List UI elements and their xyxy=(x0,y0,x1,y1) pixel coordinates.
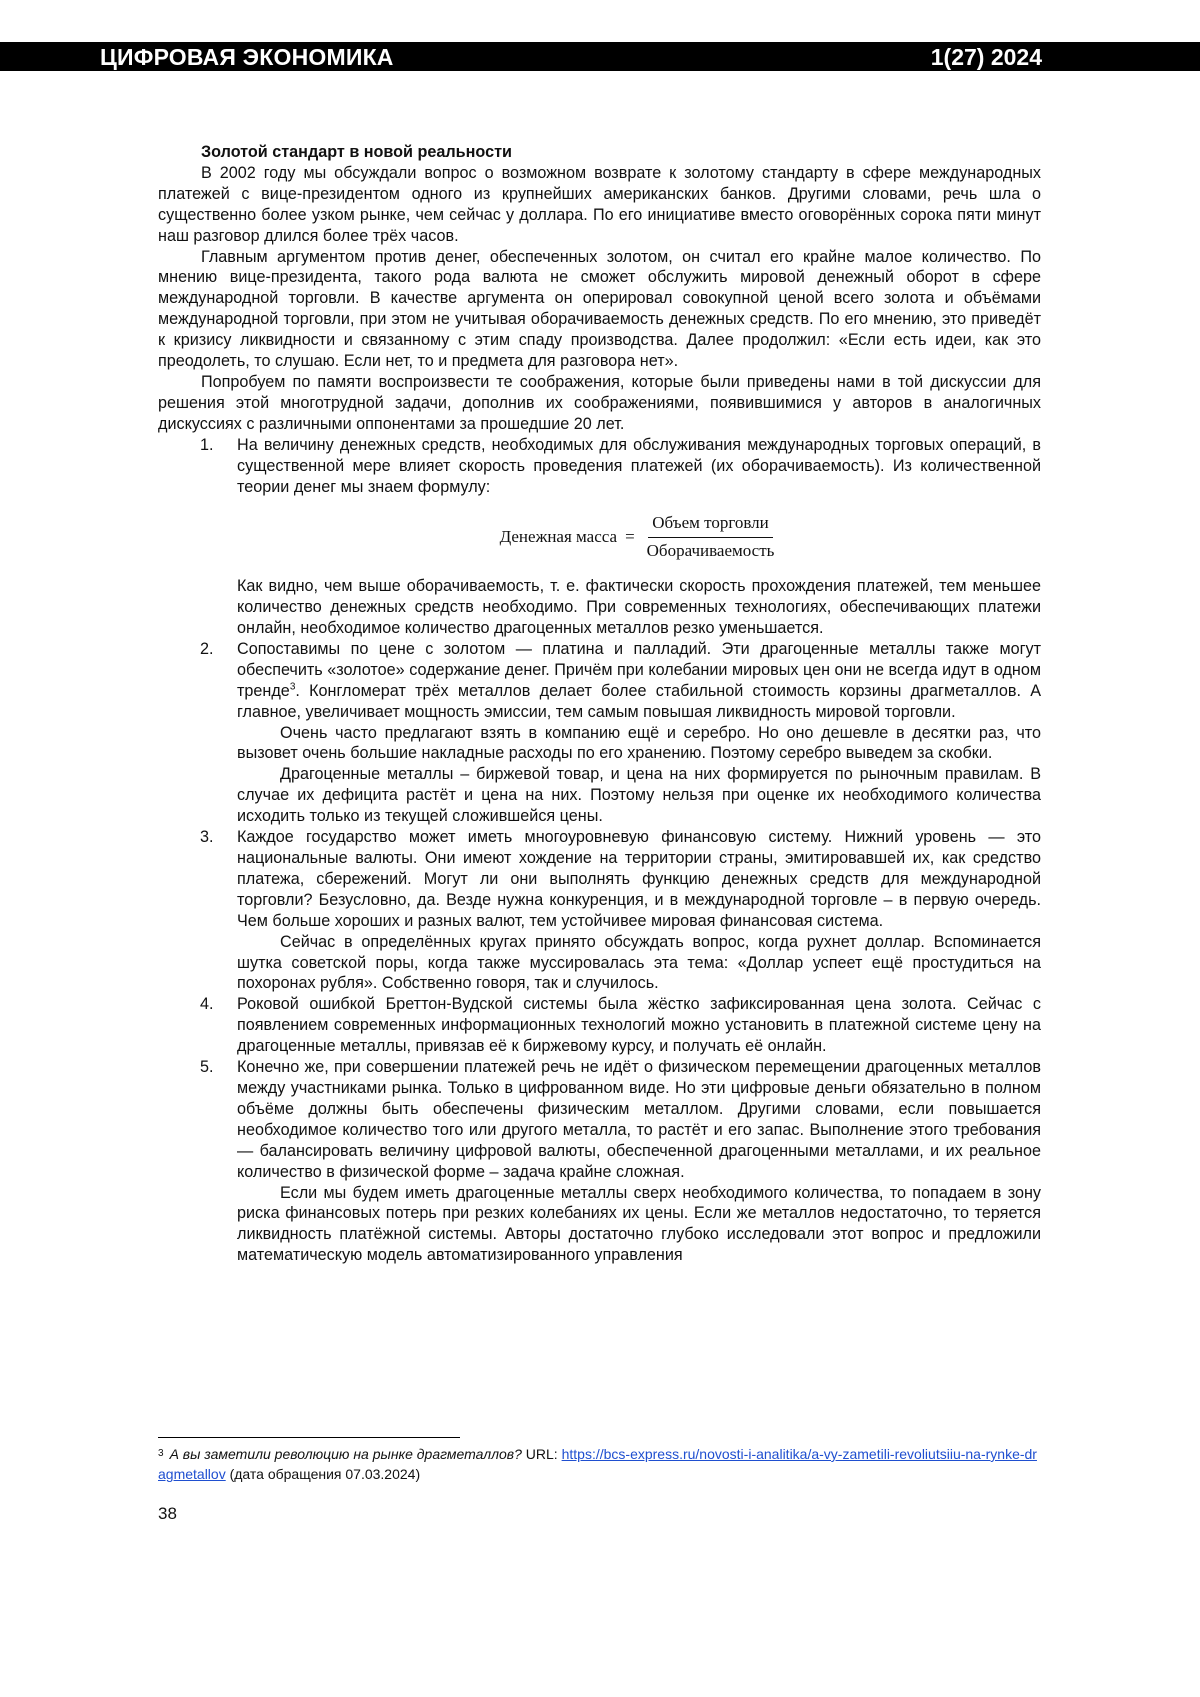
list-item xyxy=(158,639,1041,827)
money-supply-formula xyxy=(237,513,1041,562)
list-number: 5. xyxy=(200,1057,214,1078)
section-title: Золотой стандарт в новой реальности xyxy=(158,142,1041,163)
footnote xyxy=(158,1444,1043,1484)
footnote-accessed: (дата обращения 07.03.2024) xyxy=(230,1466,421,1482)
paragraph: Попробуем по памяти воспроизвести те соображения, которые были приведены нами в той дискуссии для решения этой многотрудной задачи, дополнив их соображениями, появившимися у авторов в аналогичных дискуссиях с различными оппонентами за прошедшие 20 лет. xyxy=(158,372,1041,435)
text-run: Сопоставимы по цене с золотом — платина и палладий. Эти драгоценные металлы также могут обеспечить «золотое» содержание денег. Причём при колебании мировых цен они не всегда идут в одном тренде xyxy=(237,640,1041,700)
footnote-title: А вы заметили революцию на рынке драгметаллов? xyxy=(170,1446,522,1462)
footnote-number: 3 xyxy=(158,1448,164,1459)
list-paragraph: Драгоценные металлы – биржевой товар, и цена на них формируется по рыночным правилам. В случае их дефицита растёт и цена на них. Поэтому нельзя при оценке их необходимого количества исходить только из текущей сложившейся цены. xyxy=(237,764,1041,827)
list-number: 1. xyxy=(200,435,214,456)
text-run: . Конгломерат трёх металлов делает более стабильной стоимость корзины драгметаллов. А главное, увеличивает мощность эмиссии, тем самым повышая ликвидность мировой торговли. xyxy=(237,682,1041,721)
formula-denominator: Оборачиваемость xyxy=(643,538,779,562)
paragraph: В 2002 году мы обсуждали вопрос о возможном возврате к золотому стандарту в сфере международных платежей с вице-президентом одного из крупнейших американских банков. Другими словами, речь шла о существенно более узком рынке, чем сейчас у доллара. По его инициативе вместо оговорённых сорока пяти минут наш разговор длился более трёх часов. xyxy=(158,163,1041,247)
formula-lhs: Денежная масса xyxy=(500,527,617,548)
paragraph: Главным аргументом против денег, обеспеченных золотом, он считал его крайне малое количество. По мнению вице-президента, такого рода валюта не сможет обслужить мировой денежный оборот в сфере международной торговли. В качестве аргумента он оперировал совокупной ценой всего золота и объёмами международной торговли, при этом не учитывая оборачиваемость денежных средств. По его мнению, это приведёт к кризису ликвидности и связанному с этим спаду производства. Далее продолжил: «Если есть идеи, как это преодолеть, то слушаю. Если нет, то и предмета для разговора нет». xyxy=(158,247,1041,372)
article-body xyxy=(158,142,1041,1266)
list-paragraph: На величину денежных средств, необходимых для обслуживания международных торговых операций, в существенной мере влияет скорость проведения платежей (их оборачиваемость). Из количественной теории денег мы знаем формулу: xyxy=(237,435,1041,498)
list-item xyxy=(158,1057,1041,1266)
list-item xyxy=(158,827,1041,994)
list-number: 4. xyxy=(200,994,214,1015)
footnote-ref[interactable]: 3 xyxy=(290,681,296,692)
list-paragraph xyxy=(237,639,1041,723)
list-number: 3. xyxy=(200,827,214,848)
formula-equals: = xyxy=(625,527,635,548)
list-number: 2. xyxy=(200,639,214,660)
numbered-list xyxy=(158,435,1041,1266)
footnote-url-label: URL: xyxy=(526,1446,558,1462)
footnote-divider xyxy=(158,1437,460,1438)
list-item xyxy=(158,435,1041,639)
list-paragraph: Конечно же, при совершении платежей речь не идёт о физическом перемещении драгоценных металлов между участниками рынка. Только в цифрованном виде. Но эти цифровые деньги обязательно в полном объёме должны быть обеспечены физическим металлом. Другими словами, если повышается необходимое количество того или другого металла, то растёт и его запас. Выполнение этого требования — балансировать величину цифровой валюты, обеспеченной драгоценными металлами, и их реальное количество в физической форме – задача крайне сложная. xyxy=(237,1057,1041,1182)
list-paragraph: Очень часто предлагают взять в компанию ещё и серебро. Но оно дешевле в десятки раз, что вызовет очень большие накладные расходы по его хранению. Поэтому серебро выведем за скобки. xyxy=(237,723,1041,765)
list-paragraph: Сейчас в определённых кругах принято обсуждать вопрос, когда рухнет доллар. Вспоминается шутка советской поры, когда также муссировалась эта тема: «Доллар успеет ещё простудиться на похоронах рубля». Собственно говоря, так и случилось. xyxy=(237,932,1041,995)
page-number: 38 xyxy=(158,1504,177,1524)
list-item xyxy=(158,994,1041,1057)
footnote-line xyxy=(158,1444,1043,1484)
footnote-link[interactable]: https://bcs-express.ru/novosti-i-analitika/a-vy-zametili-revoliutsiiu-na-rynke-dragmetallov xyxy=(158,1446,1037,1482)
journal-title: ЦИФРОВАЯ ЭКОНОМИКА xyxy=(100,44,394,70)
formula-numerator: Объем торговли xyxy=(648,513,773,538)
formula-fraction xyxy=(643,513,779,562)
list-paragraph: Если мы будем иметь драгоценные металлы сверх необходимого количества, то попадаем в зону риска финансовых потерь при резких колебаниях их цены. Если же металлов недостаточно, то теряется ликвидность платёжной системы. Авторы достаточно глубоко исследовали этот вопрос и предложили математическую модель автоматизированного управления xyxy=(237,1183,1041,1267)
list-paragraph: Как видно, чем выше оборачиваемость, т. е. фактически скорость прохождения платежей, тем меньшее количество денежных средств необходимо. При современных технологиях, обеспечивающих платежи онлайн, необходимое количество драгоценных металлов резко уменьшается. xyxy=(237,576,1041,639)
issue-number: 1(27) 2024 xyxy=(931,44,1042,70)
list-paragraph: Каждое государство может иметь многоуровневую финансовую систему. Нижний уровень — это национальные валюты. Они имеют хождение на территории страны, эмитировавшей их, как средство платежа, сбережений. Могут ли они выполнять функцию денежных средств для международной торговли? Безусловно, да. Везде нужна конкуренция, и в международной торговле – в первую очередь. Чем больше хороших и разных валют, тем устойчивее мировая финансовая система. xyxy=(237,827,1041,932)
list-paragraph: Роковой ошибкой Бреттон-Вудской системы была жёстко зафиксированная цена золота. Сейчас с появлением современных информационных технологий можно установить в платежной системе цену на драгоценные металлы, привязав её к биржевому курсу, и получать её онлайн. xyxy=(237,994,1041,1057)
